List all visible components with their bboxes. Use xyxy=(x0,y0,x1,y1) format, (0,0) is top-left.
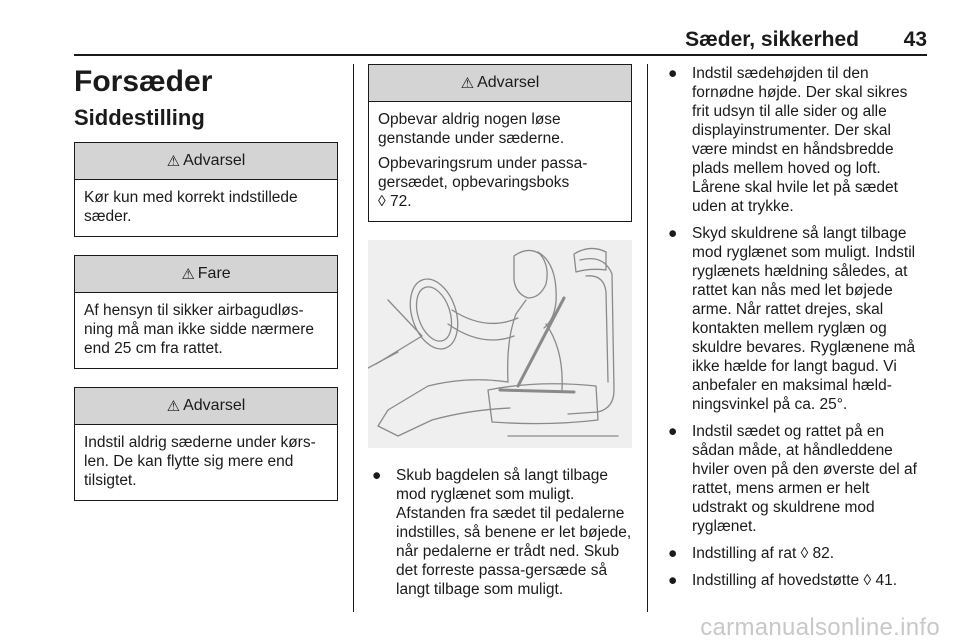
warning-heading: Advarsel xyxy=(477,74,540,91)
page-ref-arrow-icon: ◊ xyxy=(800,545,809,562)
column-1 xyxy=(74,64,338,519)
page-number: 43 xyxy=(903,28,927,51)
warning-box-header xyxy=(75,143,337,180)
danger-heading: Fare xyxy=(197,265,231,282)
bullet-icon: ● xyxy=(668,225,678,242)
section-title: Forsæder xyxy=(74,65,213,98)
seating-position-illustration xyxy=(368,240,632,448)
bullet-icon: ● xyxy=(668,572,678,589)
list-item-text: Skub bagdelen så langt tilbage mod ryglænet som muligt. Afstanden fra sædet til pedalerne indstilles, så benene er let bøjede, når pedalerne er trådt ned. Skub det forreste passa-gersæde så langt tilbage som muligt. xyxy=(396,467,632,598)
danger-box-body xyxy=(75,293,337,368)
column-2 xyxy=(368,64,632,607)
header-title: Sæder, sikkerhed xyxy=(685,28,859,51)
instruction-list xyxy=(664,64,928,590)
list-item xyxy=(664,64,928,216)
warning-box-header xyxy=(75,388,337,425)
list-item xyxy=(664,224,928,414)
bullet-icon: ● xyxy=(372,467,382,484)
list-item-text: Indstilling af hovedstøtte xyxy=(692,572,860,589)
list-item-text: Indstilling af rat xyxy=(692,545,797,562)
warning-heading: Advarsel xyxy=(183,397,246,414)
warning-box xyxy=(74,387,338,501)
list-item-text: Skyd skuldrene så langt tilbage mod ryglænet som muligt. Indstil ryglænets hældning således, at rattet kan nås med let bøjede arme. Når rattet drejes, skal kontakten mellem ryglæn og skuldre bevares. Ryglænene må ikke hælde for langt bagud. Vi anbefaler en maksimal hæld-ningsvinkel på ca. 25°. xyxy=(692,225,916,413)
list-item-text: Indstil sædehøjden til den fornødne højde. Der skal sikres frit udsyn til alle sider og alle displayinstrumenter. Der skal være mindst en håndsbredde plads mellem hoved og loft. Lårene skal hvile let på sædet uden at trykke. xyxy=(692,65,908,215)
list-item xyxy=(664,571,928,590)
bullet-icon: ● xyxy=(668,423,678,440)
list-item xyxy=(664,544,928,563)
warning-text: Opbevar aldrig nogen løse genstande under sæderne. xyxy=(378,111,565,147)
header-rule xyxy=(74,54,927,56)
danger-box xyxy=(74,255,338,369)
warning-box-header xyxy=(369,65,631,102)
column-divider xyxy=(647,64,648,612)
warning-triangle-icon: ⚠ xyxy=(166,153,181,170)
bullet-icon: ● xyxy=(668,65,678,82)
warning-triangle-icon: ⚠ xyxy=(166,398,181,415)
column-divider xyxy=(353,64,354,612)
warning-text xyxy=(378,154,622,211)
seated-driver-drawing xyxy=(368,240,632,448)
danger-text: Af hensyn til sikker airbagudløs-ning må man ikke sidde nærmere end 25 cm fra rattet. xyxy=(84,302,315,357)
subsection-title: Siddestilling xyxy=(74,105,205,130)
column-3 xyxy=(664,64,928,598)
page-ref-link[interactable]: 72. xyxy=(389,193,412,210)
list-item-text: Indstil sædet og rattet på en sådan måde, at håndleddene hviler oven på den øverste del af rattet, mens armen er helt udstrakt og skuldrene mod ryglænet. xyxy=(692,423,917,535)
list-item xyxy=(368,466,632,599)
warning-triangle-icon: ⚠ xyxy=(181,266,195,283)
page-ref-link[interactable]: 41. xyxy=(875,572,898,589)
warning-triangle-icon: ⚠ xyxy=(460,75,475,92)
warning-box-body xyxy=(75,425,337,500)
page-ref-arrow-icon: ◊ xyxy=(378,193,386,210)
page-ref-link[interactable]: 82. xyxy=(812,545,835,562)
danger-box-header xyxy=(75,256,337,293)
watermark: carmanualsonline.info xyxy=(700,614,940,641)
warning-text: Indstil aldrig sæderne under kørs-len. De kan flytte sig mere end tilsigtet. xyxy=(84,434,316,489)
instruction-list xyxy=(368,466,632,599)
warning-box xyxy=(74,142,338,237)
list-item xyxy=(664,422,928,536)
warning-box-body xyxy=(75,180,337,236)
page-ref-arrow-icon: ◊ xyxy=(863,572,872,589)
bullet-icon: ● xyxy=(668,545,678,562)
warning-box-body xyxy=(369,102,631,221)
warning-heading: Advarsel xyxy=(183,152,246,169)
warning-text: Kør kun med korrekt indstillede sæder. xyxy=(84,189,298,225)
warning-box xyxy=(368,64,632,222)
warning-text-line: Opbevaringsrum under passa-gersædet, opbevaringsboks xyxy=(378,155,588,191)
page-header xyxy=(74,22,927,54)
